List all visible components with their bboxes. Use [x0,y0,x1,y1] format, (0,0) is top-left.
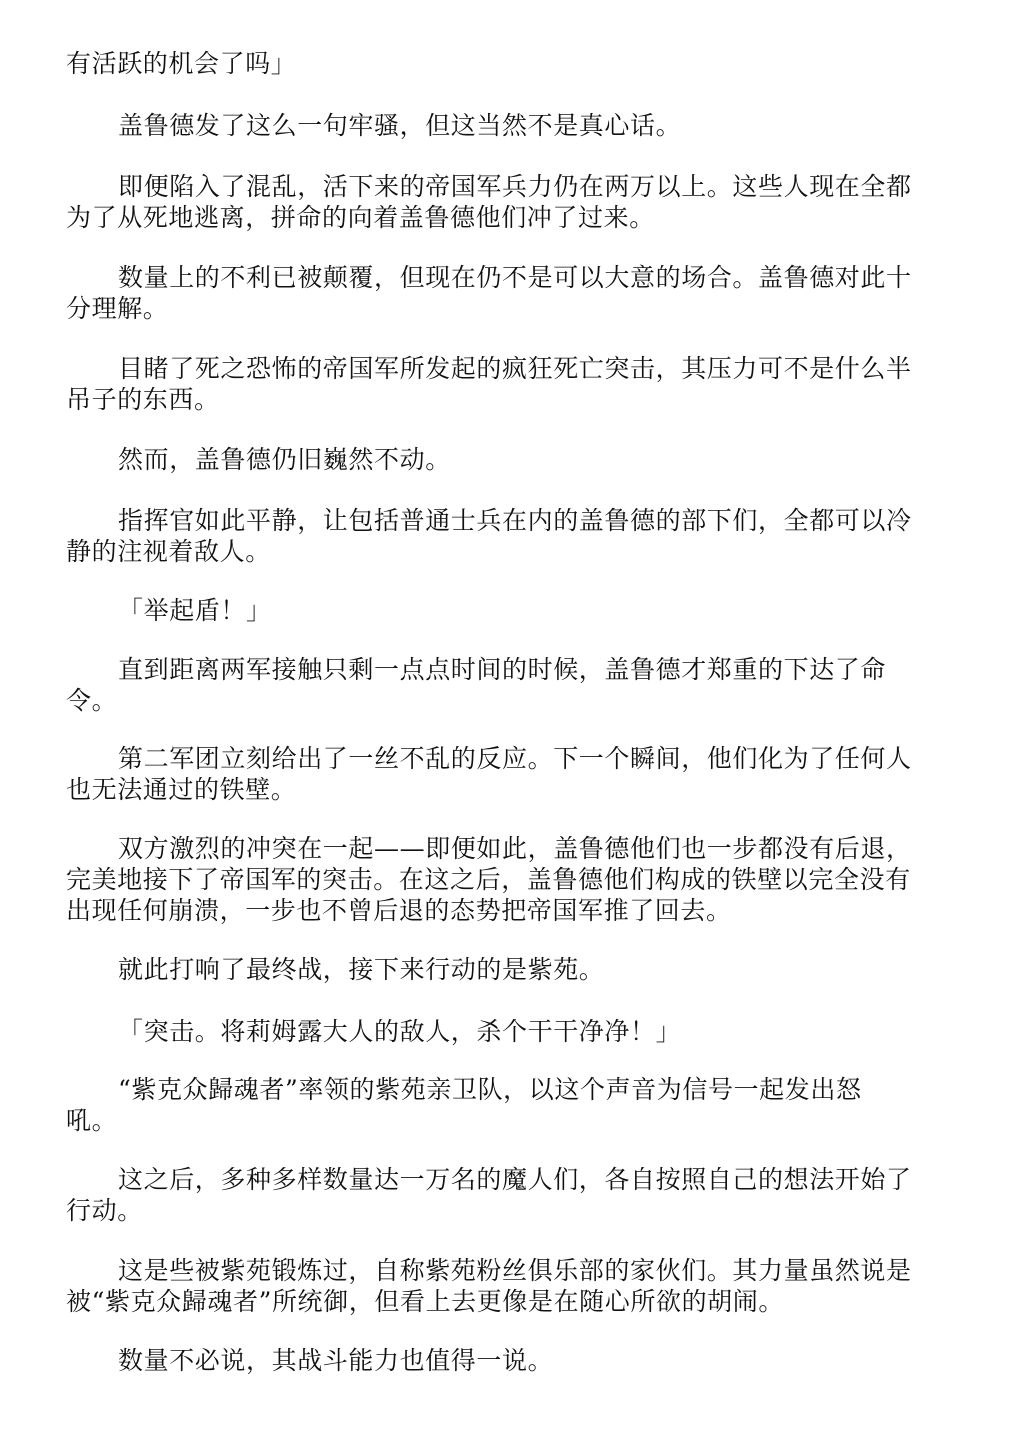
text-line: 即便陷入了混乱，活下来的帝国军兵力仍在两万以上。这些人现在全都 [118,172,912,201]
text-line: 令。 [66,686,118,715]
text-line: “紫克众歸魂者”率领的紫苑亲卫队，以这个声音为信号一起发出怒 [118,1075,862,1104]
text-line: 目睹了死之恐怖的帝国军所发起的疯狂死亡突击，其压力可不是什么半 [118,354,912,383]
text-line: 完美地接下了帝国军的突击。在这之后，盖鲁德他们构成的铁壁以完全没有 [66,865,911,894]
text-line: 指挥官如此平静，让包括普通士兵在内的盖鲁德的部下们，全都可以冷 [118,506,912,535]
text-line: 出现任何崩溃，一步也不曾后退的态势把帝国军推了回去。 [66,896,732,925]
text-line: 行动。 [66,1196,143,1225]
text-line: 这之后，多种多样数量达一万名的魔人们，各自按照自己的想法开始了 [118,1165,912,1194]
text-line: 吊子的东西。 [66,385,220,414]
text-line: 为了从死地逃离，拼命的向着盖鲁德他们冲了过来。 [66,203,655,232]
text-line: 吼。 [66,1106,118,1135]
text-line: 「举起盾！」 [118,596,272,625]
text-line: 然而，盖鲁德仍旧巍然不动。 [118,445,451,474]
text-line: 第二军团立刻给出了一丝不乱的反应。下一个瞬间，他们化为了任何人 [118,744,912,773]
text-line: 「突击。将莉姆露大人的敌人，杀个干干净净！」 [118,1017,682,1046]
text-line: 这是些被紫苑锻炼过，自称紫苑粉丝俱乐部的家伙们。其力量虽然说是 [118,1256,912,1285]
text-line: 直到距离两军接触只剩一点点时间的时候，盖鲁德才郑重的下达了命 [118,655,887,684]
text-line: 静的注视着敌人。 [66,537,271,566]
text-line: 分理解。 [66,294,169,323]
text-line: 就此打响了最终战，接下来行动的是紫苑。 [118,955,605,984]
text-line: 有活跃的机会了吗」 [66,49,297,78]
text-line: 被“紫克众歸魂者”所统御，但看上去更像是在随心所欲的胡闹。 [66,1287,784,1316]
text-line: 双方激烈的冲突在一起——即便如此，盖鲁德他们也一步都没有后退， [118,834,912,863]
text-line: 数量上的不利已被颠覆，但现在仍不是可以大意的场合。盖鲁德对此十 [118,263,912,292]
text-line: 数量不必说，其战斗能力也值得一说。 [118,1346,554,1375]
text-line: 也无法通过的铁壁。 [66,775,297,804]
text-line: 盖鲁德发了这么一句牢骚，但这当然不是真心话。 [118,111,682,140]
